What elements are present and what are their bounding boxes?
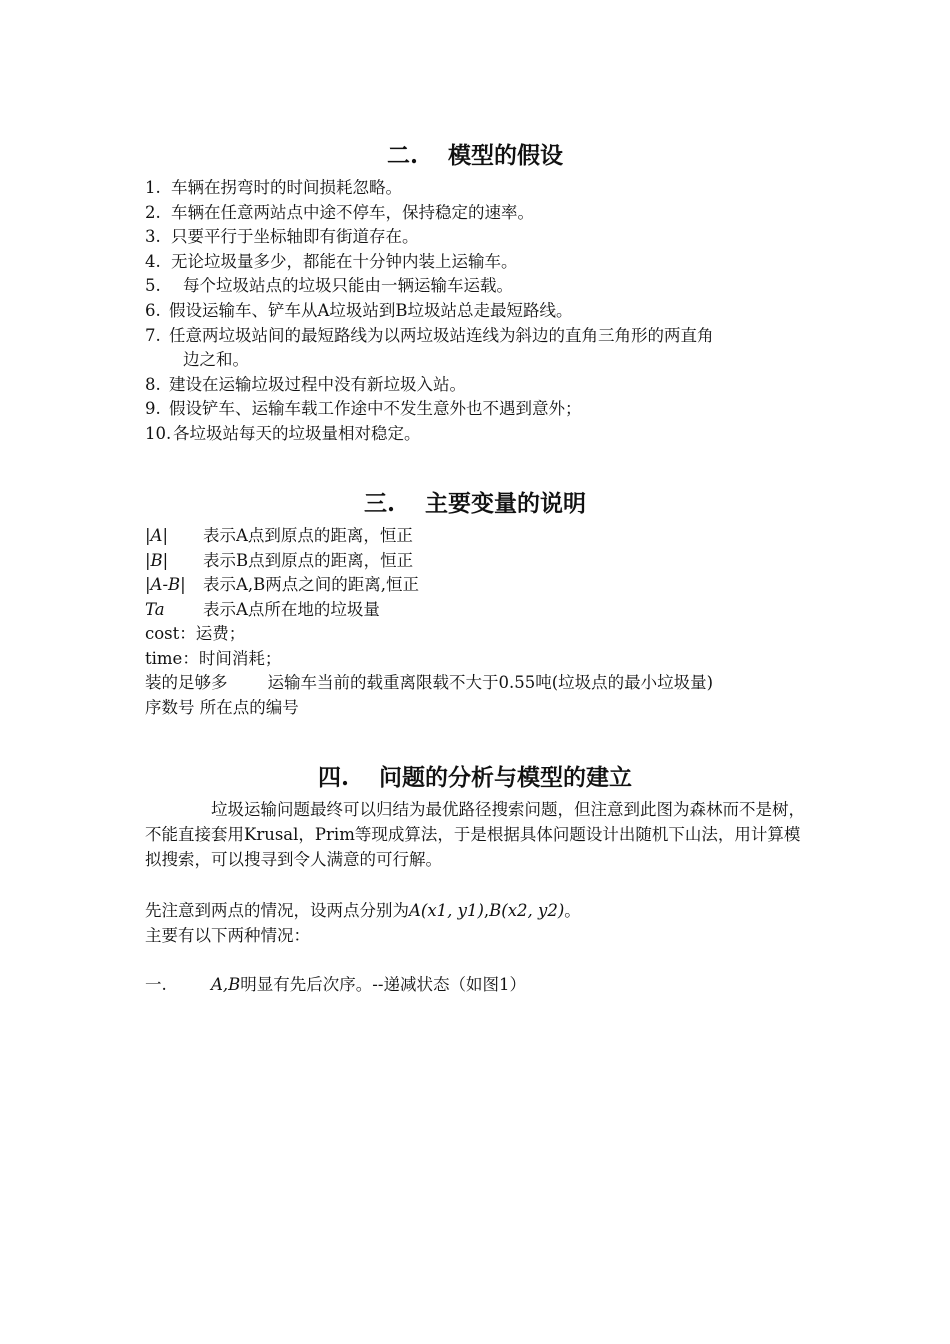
case-1-variables: A,B <box>211 975 241 994</box>
point-b: B(x2, y2) <box>489 901 565 920</box>
case-1-text: 明显有先后次序。--递减状态（如图1） <box>240 975 526 994</box>
time-definition: time：时间消耗； <box>145 648 282 668</box>
two-point-paragraph: 先注意到两点的情况，设两点分别为A(x1, y1),B(x2, y2)。 <box>145 901 581 920</box>
list-item: 7. 任意两垃圾站间的最短路线为以两垃圾站连线为斜边的直角三角形的两直角 <box>145 325 714 345</box>
cost-definition: cost：运费； <box>145 624 246 643</box>
variable-row <box>145 573 845 598</box>
section-4-heading <box>0 759 950 792</box>
variable-description: 表示B点到原点的距离，恒正 <box>203 550 414 570</box>
case-1-line <box>145 972 810 997</box>
variable-symbol: Ta <box>145 599 165 619</box>
section-2-title: 模型的假设 <box>448 142 563 169</box>
list-item: 5. 每个垃圾站点的垃圾只能由一辆运输车运载。 <box>145 276 513 296</box>
cases-intro: 主要有以下两种情况： <box>145 926 310 945</box>
list-item: 2. 车辆在任意两站点中途不停车，保持稳定的速率。 <box>145 202 534 222</box>
variable-description: 表示A点到原点的距离，恒正 <box>203 526 413 545</box>
variable-description: 表示A点所在地的垃圾量 <box>203 599 380 619</box>
list-item: 4. 无论垃圾量多少，都能在十分钟内装上运输车。 <box>145 251 518 271</box>
list-item: 3. 只要平行于坐标轴即有街道存在。 <box>145 227 419 247</box>
section-4-number: 四. <box>317 764 349 791</box>
full-load-definition <box>145 671 845 696</box>
analysis-paragraph: 垃圾运输问题最终可以归结为最优路径搜索问题，但注意到此图为森林而不是树，不能直接套用Krusal，Prim等现成算法，于是根据具体问题设计出随机下山法，用计算模拟搜索，可以搜寻到令人满意的可行解。 <box>145 800 805 869</box>
full-load-description: 运输车当前的载重离限载不大于0.55吨(垃圾点的最小垃圾量) <box>267 673 714 692</box>
variable-symbol: |A| <box>145 526 169 545</box>
variable-list <box>145 524 845 720</box>
variable-description: 表示A,B两点之间的距离,恒正 <box>203 575 420 594</box>
case-1-number: 一. <box>145 975 167 994</box>
section-4-title: 问题的分析与模型的建立 <box>379 764 632 791</box>
section-2-number: 二. <box>386 142 418 169</box>
list-item: 10. 各垃圾站每天的垃圾量相对稳定。 <box>145 423 421 443</box>
point-a: A(x1, y1) <box>409 901 484 920</box>
variable-row <box>145 549 845 574</box>
full-load-term: 装的足够多 <box>145 673 228 692</box>
variable-row <box>145 598 845 623</box>
variable-symbol: |A-B| <box>145 575 186 594</box>
section-3-title: 主要变量的说明 <box>425 490 586 517</box>
sequence-definition: 序数号 所在点的编号 <box>145 697 299 717</box>
list-item-continuation: 边之和。 <box>183 350 249 370</box>
variable-symbol: |B| <box>145 550 169 570</box>
list-item: 8. 建设在运输垃圾过程中没有新垃圾入站。 <box>145 374 466 394</box>
list-item: 1. 车辆在拐弯时的时间损耗忽略。 <box>145 178 402 197</box>
assumption-list <box>145 176 825 447</box>
variable-row <box>145 524 845 549</box>
section-2-heading <box>0 137 950 170</box>
list-item: 9. 假设铲车、运输车载工作途中不发生意外也不遇到意外； <box>145 399 582 419</box>
section-3-heading <box>0 485 950 518</box>
list-item: 6. 假设运输车、铲车从A垃圾站到B垃圾站总走最短路线。 <box>145 300 573 320</box>
section-3-number: 三. <box>363 490 395 517</box>
